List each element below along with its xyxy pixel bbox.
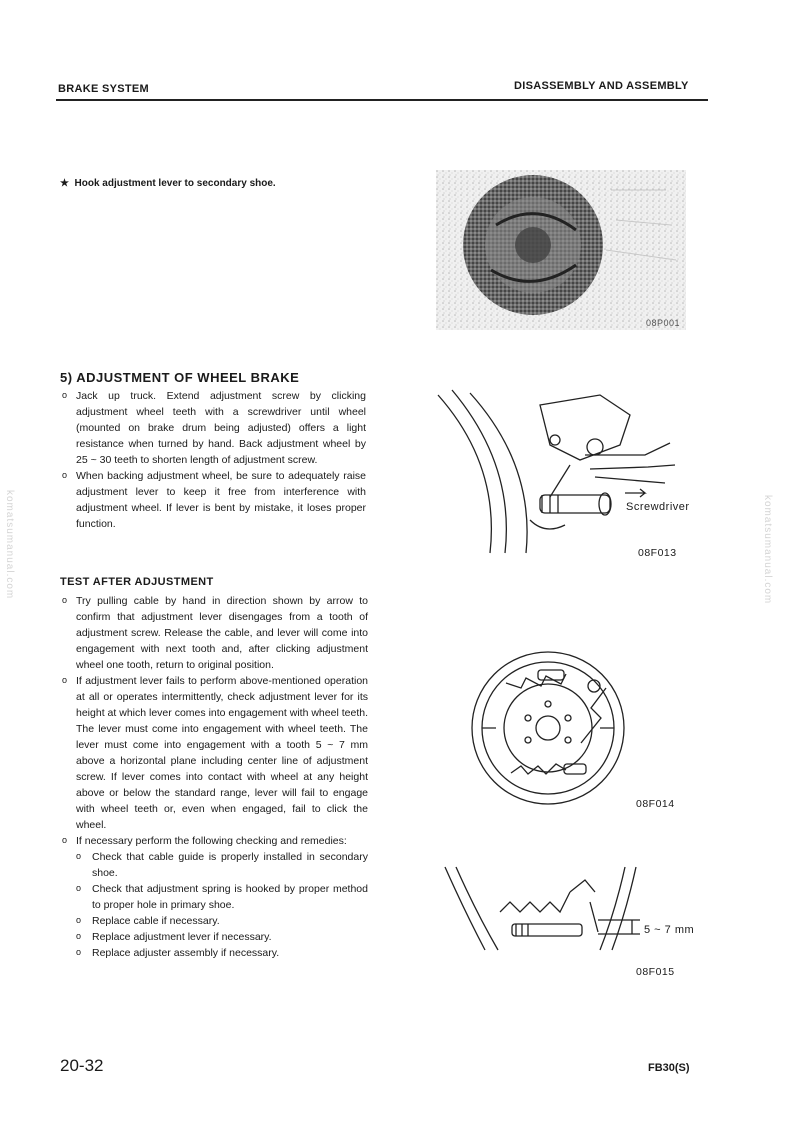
dimension-label: 5 ~ 7 mm [644,924,695,936]
note-text: Hook adjustment lever to secondary shoe. [74,178,276,189]
test-subbullet-3: o Replace cable if necessary. [60,913,368,929]
section-title-adjustment: 5) ADJUSTMENT OF WHEEL BRAKE [60,370,300,385]
test-subbullet-5: o Replace adjuster assembly if necessary. [60,945,368,961]
figure-08f014 [466,648,686,818]
test-body [60,593,368,961]
watermark-right: komatsumanual.com [762,495,773,605]
brake-assembly-drawing [466,648,636,808]
figure-08f014-caption: 08F014 [636,798,675,810]
watermark-left: komatsumanual.com [4,490,15,600]
header-left: BRAKE SYSTEM [58,83,149,95]
adjustment-lever-height-drawing [440,862,640,952]
section-title-test: TEST AFTER ADJUSTMENT [60,576,214,588]
figure-08f013 [430,385,710,559]
note [60,176,276,192]
header-rule [56,99,708,101]
section5-body [60,388,366,532]
test-bullet-1: o Try pulling cable by hand in direction shown by arrow to confirm that adjustment lever disengages from a tooth of adjustment screw. Release the cable, and lever will come into engagement with next tooth and, after clicking adjustment wheel one tooth, return to original position. [60,593,368,673]
test-subbullet-4: o Replace adjustment lever if necessary. [60,929,368,945]
brake-photo-image [436,170,686,330]
test-bullet-3: o If necessary perform the following checking and remedies: [60,833,368,849]
figure-08f015-caption: 08F015 [636,966,675,978]
page-number: 20-32 [60,1056,104,1075]
star-icon: ★ [60,178,69,189]
figure-08f013-caption: 08F013 [638,547,677,559]
screwdriver-label: Screwdriver [626,501,690,513]
test-bullet-2: o If adjustment lever fails to perform above-mentioned operation at all or operates intermittently, check adjustment lever for its height at which lever comes into engagement with wheel teeth. The lever must come into engagement with wheel teeth. The lever must come into engagement with a tooth 5 ~ 7 mm above a horizontal plane including center line of adjustment screw. If lever comes into contact with wheel at any height above or below the standard range, lever will fail to engage with wheel teeth or, even when engaged, fail to click the wheel. [60,673,368,833]
header-right: DISASSEMBLY AND ASSEMBLY [514,80,689,92]
adjuster-screwdriver-drawing [430,385,710,555]
photo-caption: 08P001 [645,318,680,328]
model-code: FB30(S) [648,1062,690,1074]
section5-bullet-1: o Jack up truck. Extend adjustment screw by clicking adjustment wheel teeth with a screwdriver until wheel (mounted on brake drum being adjusted) offers a light resistance when turned by hand. Back adjustment wheel by 25 ~ 30 teeth to shorten length of adjustment screw. [60,388,366,468]
section5-bullet-2: o When backing adjustment wheel, be sure to adequately raise adjustment lever to keep it free from interference with adjustment wheel. If lever is bent by mistake, it loses proper function. [60,468,366,532]
test-subbullet-2: o Check that adjustment spring is hooked by proper method to proper hole in primary shoe. [60,881,368,913]
test-subbullet-1: o Check that cable guide is properly installed in secondary shoe. [60,849,368,881]
figure-08f015 [440,862,710,987]
brake-photo [436,170,686,330]
